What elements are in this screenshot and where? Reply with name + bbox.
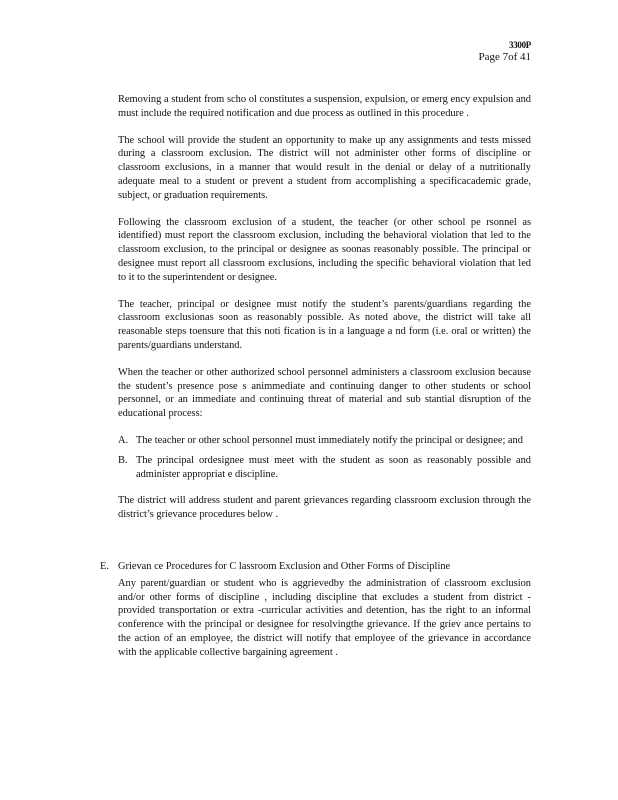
list-item [118,434,531,448]
list-item-text: The principal ordesignee must meet with the student as soon as reasonably possible and administer appropriat e discipline. [136,454,531,480]
paragraph-reporting: Following the classroom exclusion of a student, the teacher (or other school pe rsonnel as identified) must report the classroom exclusion, including the behavioral violation that led to the classroom exclusion, to the principal or designee as soonas reasonably possible. The principal or designee must report all classroom exclusions, including the specific behavioral violation that led to it to the superintendent or designee. [118,216,531,283]
page-number: Page 7of 41 [478,51,531,63]
section-letter: E. [100,561,109,572]
section-paragraph: Any parent/guardian or student who is aggrievedby the administration of classroom exclusion and/or other forms of discipline , including discipline that excludes a student from district -provided transportation or extra -curricular activities and detention, has the right to an informal conference with the principal or designee for resolvingthe grievance. If the griev ance pertains to the action of an employee, the district will notify that employee of the grievance in accordance with the applicable collective bargaining agreement . [118,577,531,658]
section-heading [100,560,531,574]
list-marker: B. [118,454,128,466]
paragraph-notification: The teacher, principal or designee must notify the student’s parents/guardians regarding the classroom exclusionas soon as reasonably possible. As noted above, the district will take all reasonable steps toensure that this noti fication is in a language a nd form (i.e. oral or written) the parents/guardians understand. [118,298,531,351]
section-e [100,560,531,660]
body-text [118,93,531,535]
section-title: Grievan ce Procedures for C lassroom Exclusion and Other Forms of Discipline [118,561,451,572]
paragraph-danger: When the teacher or other authorized school personnel administers a classroom exclusion because the student’s presence pose s animmediate and continuing danger to other students or school personnel, or an immediate and continuing threat of material and sub stantial disruption of the educational process: [118,366,531,420]
paragraph-makeup: The school will provide the student an opportunity to make up any assignments and tests missed during a classroom exclusion. The district will not administer other forms of discipline or classroom exclusions, in a manner that would result in the denial or delay of a nutritionally adequate meal to a student or prevent a student from accomplishing a specificacademic grade, subject, or graduation requirements. [118,134,531,201]
policy-code: 3300P [509,40,531,50]
action-list [118,434,531,481]
paragraph-removal: Removing a student from scho ol constitutes a suspension, expulsion, or emerg ency expulsion and must include the required notification and due process as outlined in this procedure . [118,94,531,119]
paragraph-grievances: The district will address student and parent grievances regarding classroom exclusion through the district’s grievance procedures below . [118,495,531,521]
list-marker: A. [118,434,129,446]
list-item-text: The teacher or other school personnel must immediately notify the principal or designee; and [136,434,523,446]
list-item [118,454,531,482]
